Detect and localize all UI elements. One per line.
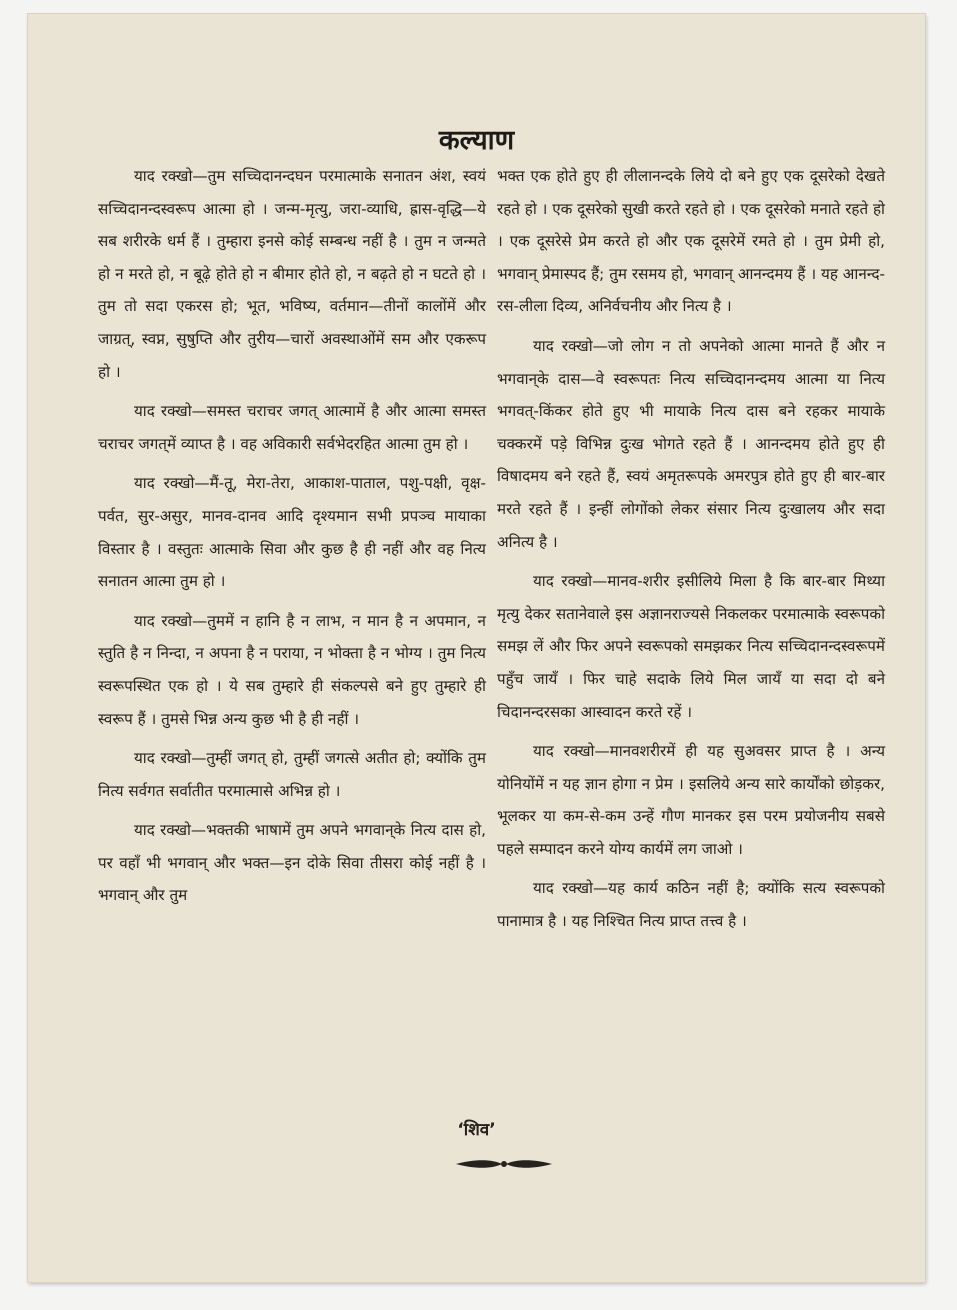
paragraph: याद रक्खो—समस्त चराचर जगत् आत्मामें है और आत्मा समस्त चराचर जगत्‌में व्याप्त है । वह अविकारी सर्वभेदरहित आत्मा तुम हो । [98,402,486,453]
paragraph: याद रक्खो—मानवशरीरमें ही यह सुअवसर प्राप्त है । अन्य योनियोंमें न यह ज्ञान होगा न प्रेम । इसलिये अन्य सारे कार्योंको छोड़कर, भूलकर या कम-से-कम उन्हें गौण मानकर इस परम प्रयोजनीय सबसे पहले सम्पादन करने योग्य कार्यमें लग जाओ । [497,742,885,858]
author-signature: ‘शिव’ [457,1120,496,1140]
page-title: कल्याण [438,125,515,156]
ornament-divider-icon [454,1157,554,1171]
paragraph: याद रक्खो—भक्तकी भाषामें तुम अपने भगवान्‌के नित्य दास हो, पर वहाँ भी भगवान् और भक्त—इन दोके सिवा तीसरा कोई नहीं है । भगवान् और तुम [98,821,486,905]
right-column [497,160,885,945]
paragraph: याद रक्खो—जो लोग न तो अपनेको आत्मा मानते हैं और न भगवान्‌के दास—वे स्वरूपतः नित्य सच्चिदानन्दमय आत्मा या नित्य भगवत्-किंकर होते हुए भी मायाके नित्य दास बने रहकर मायाके चक्करमें पड़े विभिन्न दुःख भोगते रहते हैं । आनन्दमय होते हुए ही विषादमय बने रहते हैं, स्वयं अमृतरूपके अमरपुत्र होते हुए ही बार-बार मरते रहते हैं । इन्हीं लोगोंको लेकर संसार नित्य दुःखालय और सदा अनित्य है । [497,336,885,551]
left-column [98,160,486,919]
paragraph: याद रक्खो—मानव-शरीर इसीलिये मिला है कि बार-बार मिथ्या मृत्यु देकर सतानेवाले इस अज्ञानराज्यसे निकलकर परमात्माके स्वरूपको समझ लें और फिर अपने स्वरूपको समझकर नित्य सच्चिदानन्दस्वरूपमें पहुँच जायँ । फिर चाहे सदाके लिये मिल जायँ या सदा दो बने चिदानन्दरसका आस्वादन करते रहें । [497,572,885,721]
paragraph: याद रक्खो—यह कार्य कठिन नहीं है; क्योंकि सत्य स्वरूपको पानामात्र है । यह निश्चित नित्य प्राप्त तत्त्व है । [497,879,885,931]
paragraph: याद रक्खो—तुममें न हानि है न लाभ, न मान है न अपमान, न स्तुति है न निन्दा, न अपना है न पराया, न भोक्ता है न भोग्य । तुम नित्य स्वरूपस्थित एक हो । ये सब तुम्हारे ही संकल्पसे बने हुए तुम्हारे ही स्वरूप हैं । तुमसे भिन्न अन्य कुछ भी है ही नहीं । [98,611,486,728]
paragraph: याद रक्खो—तुम्हीं जगत् हो, तुम्हीं जगत्से अतीत हो; क्योंकि तुम नित्य सर्वगत सर्वातीत परमात्मासे अभिन्न हो । [98,749,486,800]
paragraph: याद रक्खो—मैं-तू, मेरा-तेरा, आकाश-पाताल, पशु-पक्षी, वृक्ष-पर्वत, सुर-असुर, मानव-दानव आदि दृश्यमान सभी प्रपञ्च मायाका विस्तार है । वस्तुतः आत्माके सिवा और कुछ है ही नहीं और वह नित्य सनातन आत्मा तुम हो । [98,474,486,591]
paragraph-continuation: भक्त एक होते हुए ही लीलानन्दके लिये दो बने हुए एक दूसरेको देखते रहते हो । एक दूसरेको सुखी करते रहते हो । एक दूसरेको मनाते रहते हो । एक दूसरेसे प्रेम करते हो और एक दूसरेमें रमते हो । तुम प्रेमी हो, भगवान् प्रेमास्पद हैं; तुम रसमय हो, भगवान् आनन्दमय हैं । यह आनन्द-रस-लीला दिव्य, अनिर्वचनीय और नित्य है । [497,167,885,316]
paragraph: याद रक्खो—तुम सच्चिदानन्दघन परमात्माके सनातन अंश, स्वयं सच्चिदानन्दस्वरूप आत्मा हो । जन्म-मृत्यु, जरा-व्याधि, ह्रास-वृद्धि—ये सब शरीरके धर्म हैं । तुम्हारा इनसे कोई सम्बन्ध नहीं है । तुम न जन्मते हो न मरते हो, न बूढ़े होते हो न बीमार होते हो, न बढ़ते हो न घटते हो । तुम तो सदा एकरस हो; भूत, भविष्य, वर्तमान—तीनों कालोंमें और जाग्रत्, स्वप्न, सुषुप्ति और तुरीय—चारों अवस्थाओंमें सम और एकरूप हो । [98,167,486,381]
page-sheet [28,14,925,1282]
